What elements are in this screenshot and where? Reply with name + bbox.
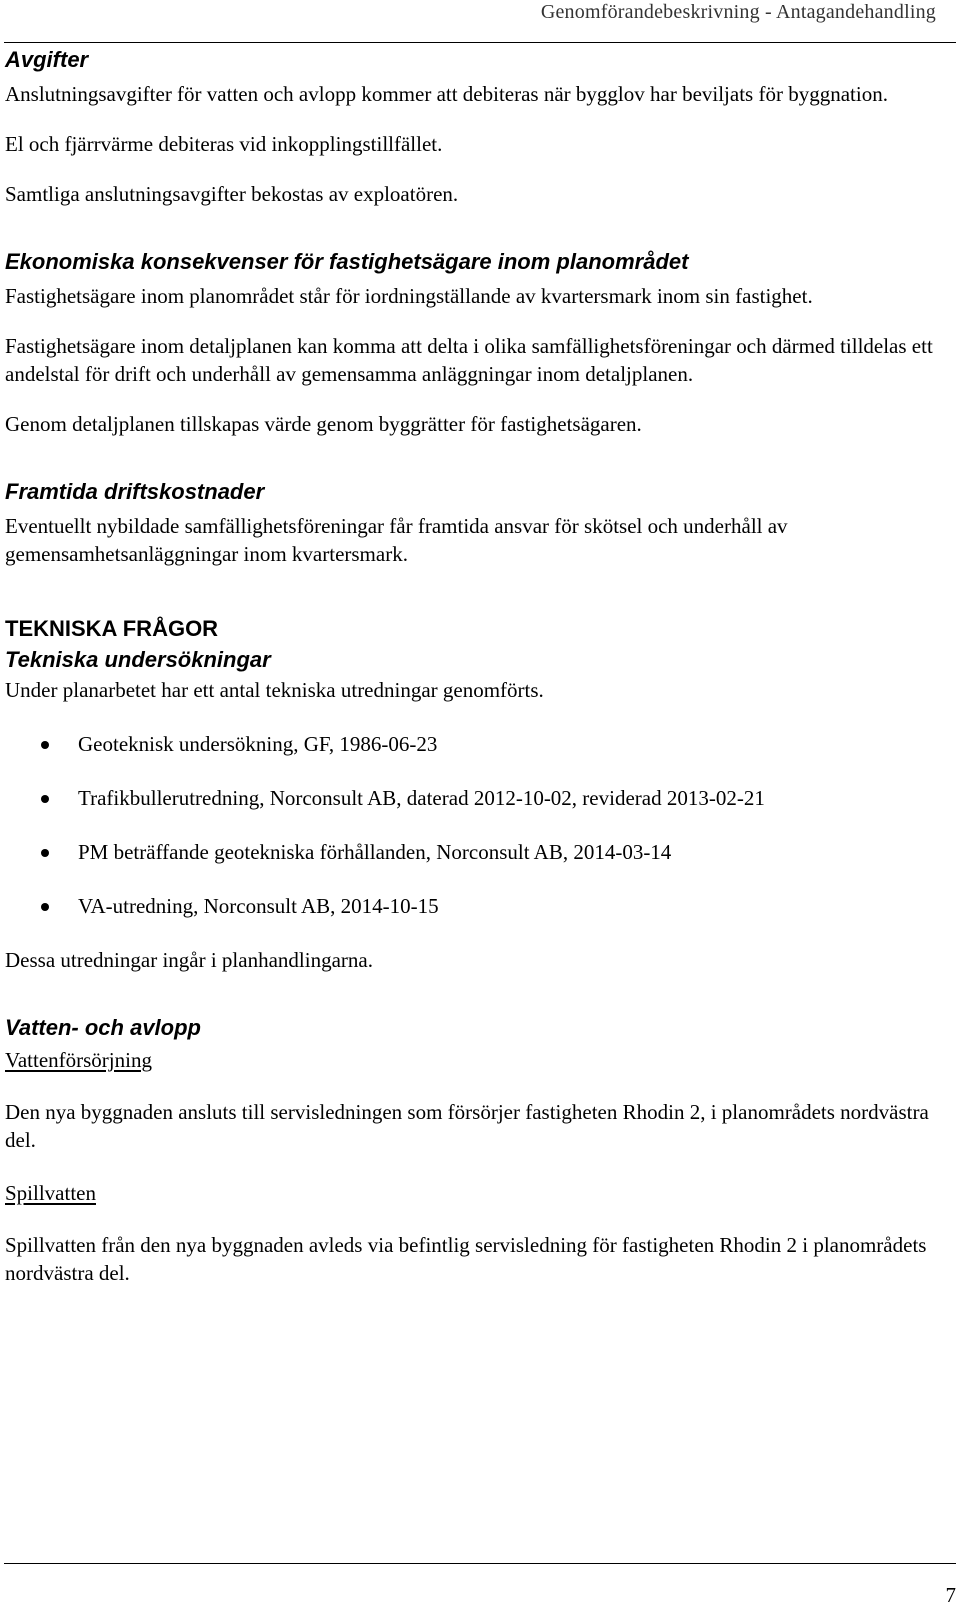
paragraph-ekonomiska-1: Fastighetsägare inom planområdet står för iordningställande av kvartersmark inom sin fastighet.: [5, 284, 813, 308]
paragraph-avgifter-3: Samtliga anslutningsavgifter bekostas av exploatören.: [5, 182, 459, 206]
list-item: [5, 838, 950, 866]
list-item: [5, 892, 950, 920]
list-item-text: Trafikbullerutredning, Norconsult AB, daterad 2012-10-02, reviderad 2013-02-21: [78, 786, 765, 810]
paragraph-ekonomiska-2: Fastighetsägare inom detaljplanen kan komma att delta i olika samfällighetsföreningar och därmed tilldelas ett andelstal för drift och underhåll av gemensamma anläggningar inom detaljplanen.: [5, 334, 933, 386]
bullet-icon: [41, 903, 49, 911]
paragraph-spillvatten: Spillvatten från den nya byggnaden avleds via befintlig servisledning för fastigheten Rhodin 2 i planområdets nordvästra del.: [5, 1233, 927, 1285]
list-item-text: VA-utredning, Norconsult AB, 2014-10-15: [78, 894, 439, 918]
document-header-title: Genomförandebeskrivning - Antagandehandling: [540, 1, 936, 23]
bullet-icon: [41, 795, 49, 803]
paragraph-vattenforsorjning: Den nya byggnaden ansluts till servisledningen som försörjer fastigheten Rhodin 2, i planområdets nordvästra del.: [5, 1100, 929, 1152]
paragraph-ekonomiska-3: Genom detaljplanen tillskapas värde genom byggrätter för fastighetsägaren.: [5, 412, 642, 436]
bullet-icon: [41, 741, 49, 749]
heading-ekonomiska: Ekonomiska konsekvenser för fastighetsägare inom planområdet: [5, 249, 689, 274]
paragraph-avgifter-2: El och fjärrvärme debiteras vid inkopplingstillfället.: [5, 132, 443, 156]
page-content: [5, 46, 950, 1287]
heading-tekniska-undersokningar: Tekniska undersökningar: [5, 647, 271, 672]
heading-vatten-och-avlopp: Vatten- och avlopp: [5, 1015, 201, 1040]
bullet-icon: [41, 849, 49, 857]
list-item-text: PM beträffande geotekniska förhållanden, Norconsult AB, 2014-03-14: [78, 840, 672, 864]
paragraph-framtida-1: Eventuellt nybildade samfällighetsföreningar får framtida ansvar för skötsel och underhåll av gemensamhetsanläggningar inom kvartersmark.: [5, 514, 788, 566]
paragraph-tekniska-outro: Dessa utredningar ingår i planhandlingarna.: [5, 948, 373, 972]
footer-divider: [4, 1563, 956, 1564]
header-divider: [4, 42, 956, 43]
subheading-spillvatten: Spillvatten: [5, 1181, 96, 1205]
investigations-list: [5, 730, 950, 920]
page-number: 7: [945, 1583, 956, 1607]
list-item-text: Geoteknisk undersökning, GF, 1986-06-23: [78, 732, 438, 756]
paragraph-tekniska-intro: Under planarbetet har ett antal tekniska utredningar genomförts.: [5, 678, 544, 702]
heading-avgifter: Avgifter: [5, 47, 89, 72]
paragraph-avgifter-1: Anslutningsavgifter för vatten och avlopp kommer att debiteras när bygglov har beviljats för byggnation.: [5, 82, 888, 106]
subheading-vattenforsorjning: Vattenförsörjning: [5, 1048, 152, 1072]
heading-tekniska-fragor: TEKNISKA FRÅGOR: [5, 616, 219, 641]
list-item: [5, 784, 950, 812]
list-item: [5, 730, 950, 758]
heading-framtida: Framtida driftskostnader: [5, 479, 265, 504]
